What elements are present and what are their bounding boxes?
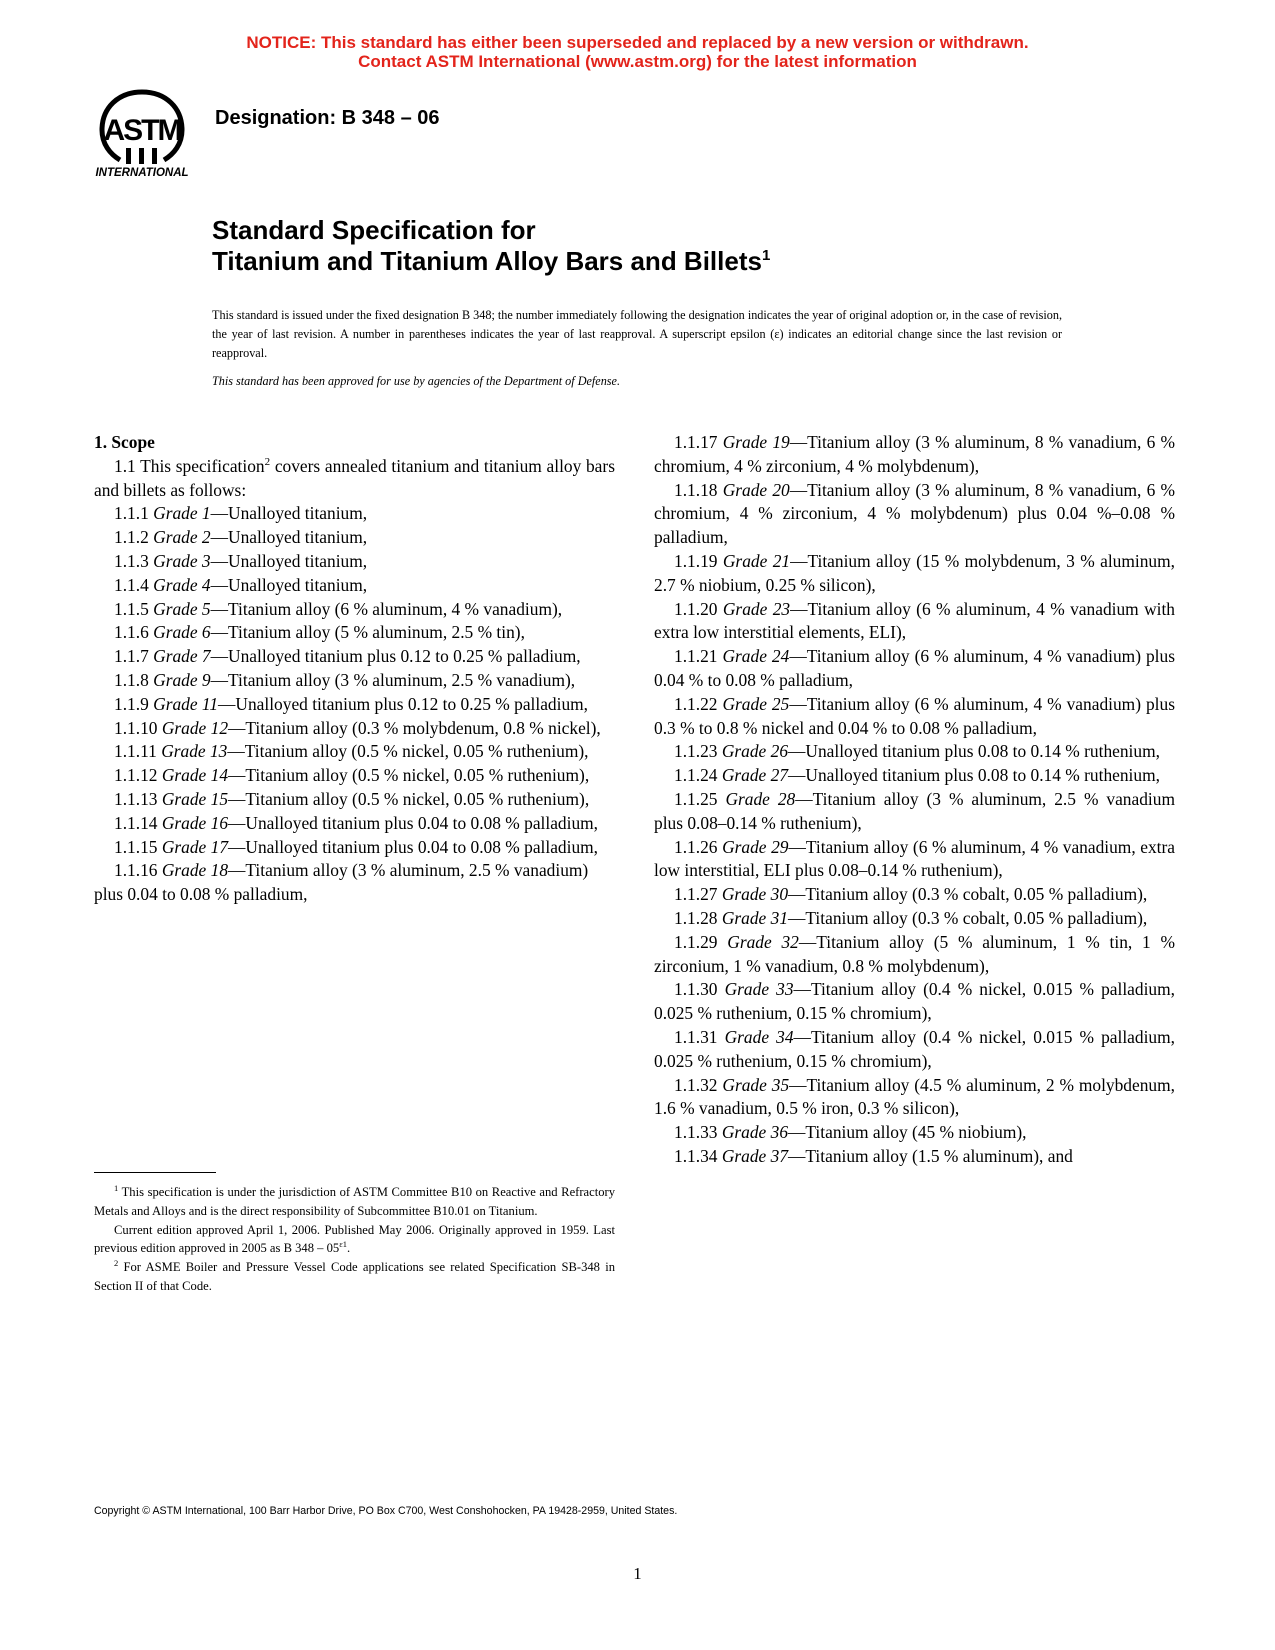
grade-description: —Unalloyed titanium, [210,503,368,524]
footnote-1-mark: 1 [114,1183,119,1193]
grade-description: —Titanium alloy (0.3 % cobalt, 0.05 % palladium), [788,907,1148,928]
copyright-notice: Copyright © ASTM International, 100 Barr Harbor Drive, PO Box C700, West Conshohocken, PA 19428-2959, United States. [94,1505,678,1517]
item-number: 1.1.19 [674,550,718,571]
item-number: 1.1.1 [114,503,149,524]
item-number: 1.1.13 [114,788,158,809]
grade-label: Grade 26 [721,741,789,762]
footnote-1-edition-end: . [347,1241,351,1256]
grade-label: Grade 21 [722,550,791,571]
grade-description: —Titanium alloy (3 % aluminum, 2.5 % vanadium), [210,669,576,690]
grade-description: —Unalloyed titanium plus 0.12 to 0.25 % palladium, [210,646,581,667]
grade-description: —Titanium alloy (0.4 % nickel, 0.015 % palladium, 0.025 % ruthenium, 0.15 % chromium), [654,1026,1175,1071]
grade-label: Grade 12 [161,717,229,738]
designation: Designation: B 348 – 06 [215,107,440,129]
scope-item [654,1026,1175,1074]
scope-item [94,645,615,669]
scope-item [94,836,615,860]
item-number: 1.1.8 [114,669,149,690]
scope-item [654,883,1175,907]
grade-label: Grade 23 [722,598,791,619]
grade-description: —Titanium alloy (0.5 % nickel, 0.05 % ruthenium), [227,741,589,762]
grade-label: Grade 5 [153,598,211,619]
scope-item [654,931,1175,979]
grade-description: —Unalloyed titanium plus 0.12 to 0.25 % palladium, [218,693,589,714]
grade-label: Grade 27 [721,765,789,786]
grade-description: —Titanium alloy (45 % niobium), [788,1122,1027,1143]
grade-description: —Titanium alloy (4.5 % aluminum, 2 % molybdenum, 1.6 % vanadium, 0.5 % iron, 0.3 % silicon), [654,1074,1175,1119]
grade-label: Grade 13 [161,741,228,762]
footnote-rule [94,1172,216,1173]
grade-description: —Titanium alloy (3 % aluminum, 2.5 % vanadium) plus 0.04 to 0.08 % palladium, [94,860,589,905]
footnotes [94,1183,615,1296]
item-number: 1.1.22 [674,693,718,714]
item-number: 1.1.21 [674,646,718,667]
dod-approval-note: This standard has been approved for use by agencies of the Department of Defense. [212,374,620,388]
scope-item [654,788,1175,836]
notice-line-1: NOTICE: This standard has either been superseded and replaced by a new version or withdrawn. [246,33,1029,52]
footnote-1-text: This specification is under the jurisdiction of ASTM Committee B10 on Reactive and Refractory Metals and Alloys and is the direct responsibility of Subcommittee B10.01 on Titanium. [94,1185,616,1218]
scope-item [654,1074,1175,1122]
scope-item [654,431,1175,479]
item-number: 1.1.5 [114,598,149,619]
page-number: 1 [633,1564,642,1583]
grade-label: Grade 15 [161,788,229,809]
item-number: 1.1.10 [114,717,158,738]
grade-description: —Unalloyed titanium, [210,527,368,548]
right-column [654,431,1175,1169]
scope-list-right [654,431,1175,1169]
grade-description: —Titanium alloy (0.5 % nickel, 0.05 % ruthenium), [228,788,590,809]
grade-description: —Titanium alloy (0.3 % cobalt, 0.05 % palladium), [788,884,1148,905]
scope-item [94,669,615,693]
grade-description: —Unalloyed titanium, [210,550,368,571]
scope-list-left [94,502,615,907]
grade-description: —Unalloyed titanium plus 0.08 to 0.14 % ruthenium, [788,741,1160,762]
grade-description: —Titanium alloy (6 % aluminum, 4 % vanadium with extra low interstitial elements, ELI), [654,598,1175,643]
item-number: 1.1.20 [674,598,718,619]
footnote-1 [94,1183,615,1221]
item-number: 1.1.16 [114,860,158,881]
footnote-2 [94,1258,615,1296]
scope-item [94,859,615,907]
left-column [94,431,615,907]
grade-label: Grade 31 [721,907,789,928]
grade-label: Grade 35 [722,1074,790,1095]
grade-description: —Titanium alloy (6 % aluminum, 4 % vanadium) plus 0.3 % to 0.8 % nickel and 0.04 % to 0.08 % palladium, [654,693,1175,738]
scope-item [94,574,615,598]
grade-label: Grade 28 [725,788,796,809]
grade-label: Grade 1 [153,503,211,524]
grade-label: Grade 6 [153,622,211,643]
scope-item [654,836,1175,884]
item-number: 1.1.4 [114,574,149,595]
footnote-1-edition [94,1221,615,1259]
grade-description: —Titanium alloy (3 % aluminum, 2.5 % vanadium plus 0.08–0.14 % ruthenium), [654,788,1175,833]
grade-description: —Titanium alloy (1.5 % aluminum), and [788,1145,1073,1166]
scope-item [654,740,1175,764]
grade-label: Grade 16 [161,812,229,833]
grade-label: Grade 17 [161,836,229,857]
grade-label: Grade 19 [722,432,790,452]
scope-item [654,1145,1175,1169]
grade-label: Grade 33 [724,979,794,1000]
item-number: 1.1.24 [674,765,718,786]
title-footnote-mark: 1 [761,247,771,264]
scope-item [654,1121,1175,1145]
scope-item [654,907,1175,931]
intro-text-end: covers annealed titanium and titanium alloy bars and billets as follows: [94,455,615,500]
scope-item [654,978,1175,1026]
item-number: 1.1.11 [114,741,157,762]
grade-label: Grade 14 [161,765,229,786]
title-line-1: Standard Specification for [212,215,536,245]
scope-item [654,764,1175,788]
grade-description: —Titanium alloy (5 % aluminum, 2.5 % tin), [210,622,525,643]
footnote-mark-2: 2 [264,455,271,468]
section-heading-scope: 1. Scope [94,432,155,452]
item-number: 1.1.33 [674,1122,718,1143]
item-number: 1.1.12 [114,765,158,786]
document-title [212,215,770,277]
item-number: 1.1.31 [674,1026,718,1047]
item-number: 1.1.29 [674,931,718,952]
title-line-2 [212,246,770,277]
item-number: 1.1.14 [114,812,158,833]
grade-description: —Titanium alloy (6 % aluminum, 4 % vanadium) plus 0.04 % to 0.08 % palladium, [654,646,1175,690]
footnote-2-mark: 2 [114,1258,119,1269]
grade-label: Grade 25 [722,693,790,714]
grade-description: —Unalloyed titanium plus 0.08 to 0.14 % ruthenium, [788,765,1160,786]
grade-description: —Titanium alloy (3 % aluminum, 8 % vanadium, 6 % chromium, 4 % zirconium, 4 % molybdenum), [654,432,1175,476]
grade-description: —Titanium alloy (0.4 % nickel, 0.015 % palladium, 0.025 % ruthenium, 0.15 % chromium), [654,979,1175,1024]
item-number: 1.1.9 [114,693,149,714]
grade-label: Grade 30 [721,884,789,905]
grade-description: —Titanium alloy (6 % aluminum, 4 % vanadium, extra low interstitial, ELI plus 0.08–0.14 % ruthenium), [654,836,1175,881]
scope-item [94,621,615,645]
scope-item [94,693,615,717]
item-number: 1.1.15 [114,836,158,857]
grade-label: Grade 34 [724,1026,794,1047]
supersede-notice [0,33,1275,71]
item-number: 1.1.32 [674,1074,718,1095]
item-number: 1.1.6 [114,622,149,643]
intro-text-start: This specification [140,455,265,476]
item-number: 1.1.34 [674,1145,718,1166]
scope-item [94,526,615,550]
logo-letters: ASTM [103,114,181,147]
issued-note: This standard is issued under the fixed designation B 348; the number immediately following the designation indicates the year of original adoption or, in the case of revision, the year of last revision. A number in parentheses indicates the year of last reapproval. A superscript epsilon (ε) indicates an editorial change since the last revision or reapproval. [212,308,1062,360]
grade-description: —Unalloyed titanium plus 0.04 to 0.08 % palladium, [228,836,599,857]
grade-description: —Titanium alloy (3 % aluminum, 8 % vanadium, 6 % chromium, 4 % zirconium, 4 % molybdenum) plus 0.04 %–0.08 % palladium, [654,479,1175,548]
scope-item [94,502,615,526]
item-number: 1.1.3 [114,550,149,571]
title-line-2-text: Titanium and Titanium Alloy Bars and Billets [212,246,762,276]
grade-label: Grade 11 [153,693,219,714]
scope-item [94,550,615,574]
item-number: 1.1.25 [674,788,718,809]
item-number: 1.1.30 [674,979,718,1000]
grade-label: Grade 36 [721,1122,789,1143]
grade-label: Grade 4 [153,574,211,595]
grade-label: Grade 24 [722,646,790,667]
scope-item [654,645,1175,693]
scope-item [654,550,1175,598]
grade-description: —Titanium alloy (15 % molybdenum, 3 % aluminum, 2.7 % niobium, 0.25 % silicon), [654,550,1175,595]
item-number: 1.1.2 [114,527,149,548]
scope-item [654,693,1175,741]
grade-description: —Unalloyed titanium, [210,574,368,595]
scope-item [94,812,615,836]
grade-label: Grade 29 [722,836,789,857]
item-number: 1.1.18 [674,479,718,500]
item-number: 1.1.23 [674,741,718,762]
grade-label: Grade 18 [161,860,229,881]
grade-description: —Titanium alloy (0.5 % nickel, 0.05 % ruthenium), [228,765,590,786]
notice-line-2: Contact ASTM International (www.astm.org) for the latest information [358,52,917,71]
scope-intro [94,455,615,503]
footnote-2-text: For ASME Boiler and Pressure Vessel Code applications see related Specification SB-348 in Section II of that Code. [94,1260,615,1293]
grade-label: Grade 20 [722,479,790,500]
scope-item [654,479,1175,550]
grade-label: Grade 3 [153,550,211,571]
grade-description: —Titanium alloy (0.3 % molybdenum, 0.8 % nickel), [228,717,601,738]
item-number: 1.1.27 [674,884,718,905]
grade-description: —Titanium alloy (5 % aluminum, 1 % tin, 1 % zirconium, 1 % vanadium, 0.8 % molybdenum), [654,931,1175,976]
item-number: 1.1.17 [674,432,718,452]
grade-label: Grade 37 [721,1145,789,1166]
grade-label: Grade 2 [153,527,211,548]
logo-subtitle: INTERNATIONAL [95,167,189,179]
scope-item [654,598,1175,646]
grade-label: Grade 32 [727,931,799,952]
grade-description: —Titanium alloy (6 % aluminum, 4 % vanadium), [210,598,563,619]
footnote-1-edition-text: Current edition approved April 1, 2006. Published May 2006. Originally approved in 1959. Last previous edition approved in 2005 as B 348 – 05 [94,1222,615,1256]
scope-item [94,598,615,622]
grade-description: —Unalloyed titanium plus 0.04 to 0.08 % palladium, [228,812,599,833]
scope-item [94,740,615,764]
item-number: 1.1.7 [114,646,149,667]
scope-item [94,717,615,741]
astm-international-logo [92,88,192,180]
scope-item [94,764,615,788]
item-number: 1.1.28 [674,907,718,928]
scope-item [94,788,615,812]
grade-label: Grade 7 [153,646,211,667]
item-number: 1.1.26 [674,836,718,857]
grade-label: Grade 9 [153,669,211,690]
paragraph-number: 1.1 [114,455,136,476]
footnote-1-epsilon: ε1 [339,1239,348,1250]
